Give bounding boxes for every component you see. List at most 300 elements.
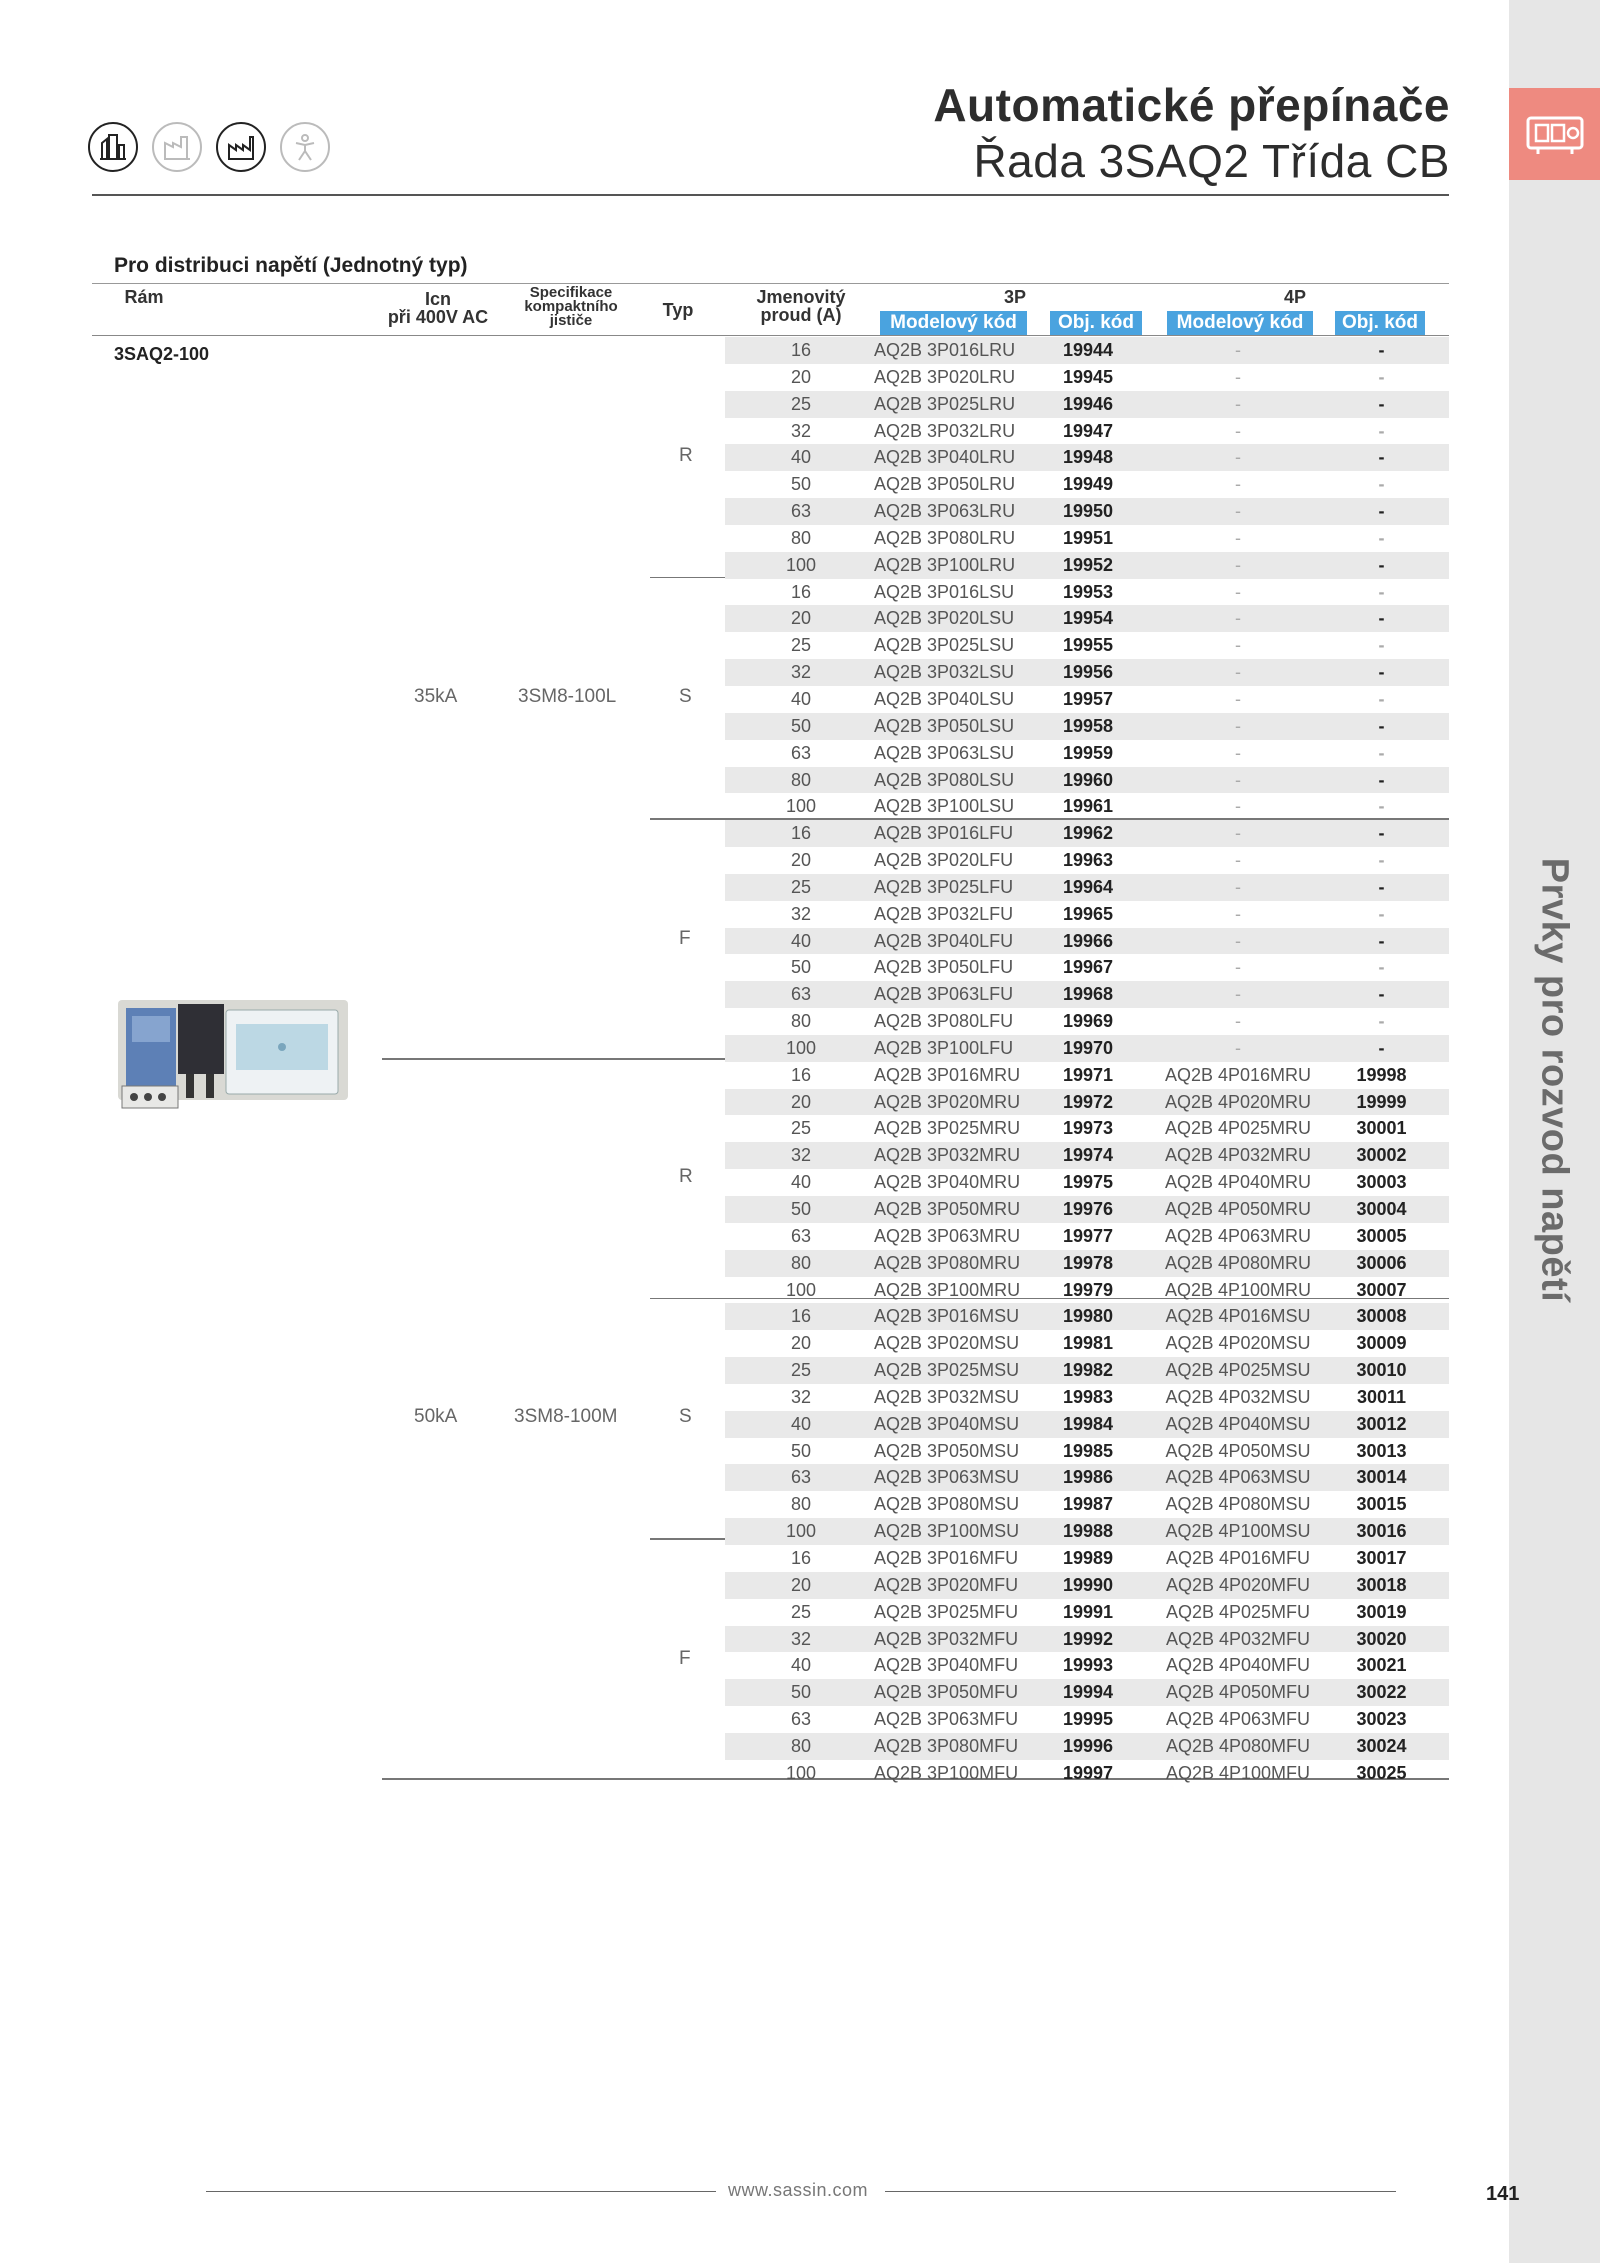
order-code-3p-cell: 19958 <box>1062 715 1114 736</box>
table-row <box>725 874 1449 901</box>
model-code-4p-cell: - <box>1235 393 1241 414</box>
model-code-3p-cell: AQ2B 3P016MFU <box>874 1547 1019 1568</box>
order-code-4p-cell: 30014 <box>1356 1467 1407 1488</box>
order-code-4p-cell: - <box>1378 420 1385 441</box>
order-code-3p-cell: 19984 <box>1062 1413 1114 1434</box>
table-row <box>725 1760 1449 1787</box>
table-row <box>725 1679 1449 1706</box>
rated-current-cell: 40 <box>790 1172 812 1193</box>
order-code-3p-cell: 19986 <box>1062 1467 1114 1488</box>
table-row <box>725 981 1449 1008</box>
col-header-4p: 4P <box>1283 287 1307 307</box>
model-code-4p-cell: AQ2B 4P063MSU <box>1165 1467 1311 1488</box>
order-code-3p-cell: 19945 <box>1062 366 1114 387</box>
type-label-r: R <box>679 1166 693 1187</box>
table-row <box>725 820 1449 847</box>
order-code-4p-cell: 30007 <box>1356 1279 1407 1300</box>
model-code-4p-cell: - <box>1235 876 1241 897</box>
table-section-title: Pro distribuci napětí (Jednotný typ) <box>114 254 468 277</box>
rated-current-cell: 50 <box>790 957 812 978</box>
order-code-4p-cell: 19999 <box>1356 1091 1407 1112</box>
model-code-3p-cell: AQ2B 3P032LRU <box>874 420 1016 441</box>
order-code-4p-cell: - <box>1378 876 1385 897</box>
order-code-4p-cell: - <box>1378 769 1385 790</box>
model-code-4p-cell: - <box>1235 340 1241 360</box>
order-code-4p-cell: 30020 <box>1356 1628 1407 1649</box>
table-row <box>725 1411 1449 1438</box>
order-code-4p-cell: 30017 <box>1356 1547 1407 1568</box>
model-code-4p-cell: AQ2B 4P080MRU <box>1164 1252 1312 1273</box>
order-code-3p-cell: 19993 <box>1062 1655 1114 1676</box>
type-label-f: F <box>679 1648 691 1669</box>
order-code-4p-cell: - <box>1378 688 1385 709</box>
rated-current-cell: 63 <box>790 1467 812 1488</box>
icn-value-35ka: 35kA <box>414 686 458 707</box>
model-code-3p-cell: AQ2B 3P063LRU <box>874 501 1016 522</box>
order-code-4p-cell: 30012 <box>1356 1413 1407 1434</box>
model-code-4p-cell: AQ2B 4P020MSU <box>1165 1333 1311 1354</box>
model-code-4p-cell: - <box>1235 984 1241 1005</box>
model-code-3p-cell: AQ2B 3P032MSU <box>874 1386 1020 1407</box>
model-code-3p-cell: AQ2B 3P100MSU <box>874 1521 1020 1542</box>
table-row <box>725 1115 1449 1142</box>
col-header-frame: Rám <box>124 287 164 307</box>
order-code-3p-cell: 19979 <box>1062 1279 1114 1300</box>
model-code-4p-cell: - <box>1235 850 1241 871</box>
table-row <box>725 632 1449 659</box>
col-header-icn-line2: při 400V AC <box>387 307 489 327</box>
rated-current-cell: 25 <box>790 1118 812 1139</box>
col-header-spec-line3: jističe <box>549 312 593 329</box>
table-row <box>725 1062 1449 1089</box>
order-code-3p-cell: 19980 <box>1062 1306 1114 1327</box>
side-category-label: Prvky pro rozvod napětí <box>1533 857 1576 1303</box>
table-row <box>725 364 1449 391</box>
model-code-4p-cell: AQ2B 4P050MRU <box>1164 1199 1312 1219</box>
rated-current-cell: 40 <box>790 930 812 951</box>
order-code-4p-cell: - <box>1378 635 1385 656</box>
table-row <box>725 418 1449 445</box>
rated-current-cell: 32 <box>790 662 812 683</box>
model-code-4p-cell: - <box>1235 903 1241 924</box>
rated-current-cell: 32 <box>790 903 812 924</box>
col-header-current-line2: proud (A) <box>760 305 842 325</box>
rated-current-cell: 40 <box>790 688 812 709</box>
model-code-4p-cell: AQ2B 4P032MRU <box>1164 1145 1312 1166</box>
footer-url[interactable]: www.sassin.com <box>728 2180 869 2200</box>
table-row <box>725 686 1449 713</box>
model-code-3p-cell: AQ2B 3P063LSU <box>874 742 1015 763</box>
order-code-3p-cell: 19997 <box>1062 1762 1114 1783</box>
col-header-model-3p: Modelový kód <box>880 311 1027 335</box>
order-code-4p-cell: 30019 <box>1356 1601 1407 1622</box>
model-code-3p-cell: AQ2B 3P020MRU <box>874 1091 1021 1112</box>
rated-current-cell: 20 <box>790 1574 812 1595</box>
rated-current-cell: 63 <box>790 1709 812 1730</box>
order-code-4p-cell: - <box>1378 501 1385 522</box>
table-body <box>725 337 1449 1787</box>
table-row <box>725 444 1449 471</box>
order-code-4p-cell: - <box>1378 340 1385 360</box>
model-code-3p-cell: AQ2B 3P080MRU <box>874 1252 1021 1273</box>
rated-current-cell: 100 <box>785 1762 817 1783</box>
order-code-4p-cell: - <box>1378 984 1385 1005</box>
model-code-3p-cell: AQ2B 3P100LRU <box>874 554 1016 575</box>
rated-current-cell: 40 <box>790 447 812 468</box>
type-label-s: S <box>679 1406 692 1427</box>
model-code-4p-cell: AQ2B 4P032MFU <box>1165 1628 1311 1649</box>
footer-line-left <box>206 2191 716 2192</box>
model-code-3p-cell: AQ2B 3P020MFU <box>874 1574 1019 1595</box>
rated-current-cell: 16 <box>790 823 812 844</box>
type-label-f: F <box>679 928 691 949</box>
model-code-3p-cell: AQ2B 3P032LSU <box>874 662 1015 683</box>
model-code-3p-cell: AQ2B 3P016MRU <box>874 1064 1021 1085</box>
order-code-3p-cell: 19988 <box>1062 1521 1114 1542</box>
order-code-4p-cell: - <box>1378 1011 1385 1032</box>
col-header-spec-line2: kompaktního <box>524 298 618 315</box>
order-code-3p-cell: 19977 <box>1062 1225 1114 1246</box>
table-header-divider <box>92 335 1449 336</box>
model-code-3p-cell: AQ2B 3P025MRU <box>874 1118 1021 1139</box>
model-code-4p-cell: - <box>1235 930 1241 951</box>
model-code-4p-cell: - <box>1235 366 1241 387</box>
order-code-3p-cell: 19948 <box>1062 447 1114 468</box>
table-row <box>725 1545 1449 1572</box>
table-row <box>725 1572 1449 1599</box>
rated-current-cell: 100 <box>785 554 817 575</box>
order-code-3p-cell: 19995 <box>1062 1709 1114 1730</box>
order-code-3p-cell: 19985 <box>1062 1440 1114 1461</box>
model-code-4p-cell: - <box>1235 688 1241 709</box>
rated-current-cell: 80 <box>790 769 812 790</box>
model-code-4p-cell: - <box>1235 635 1241 656</box>
model-code-4p-cell: AQ2B 4P025MSU <box>1165 1360 1311 1381</box>
rated-current-cell: 63 <box>790 742 812 763</box>
order-code-4p-cell: 30024 <box>1356 1735 1407 1756</box>
model-code-4p-cell: AQ2B 4P016MRU <box>1164 1064 1312 1085</box>
order-code-4p-cell: - <box>1378 823 1385 844</box>
table-row <box>725 1169 1449 1196</box>
model-code-3p-cell: AQ2B 3P025MSU <box>874 1360 1020 1381</box>
order-code-3p-cell: 19968 <box>1062 984 1114 1005</box>
model-code-4p-cell: - <box>1235 554 1241 575</box>
rated-current-cell: 16 <box>790 581 812 602</box>
order-code-3p-cell: 19992 <box>1062 1628 1114 1649</box>
table-row <box>725 391 1449 418</box>
order-code-3p-cell: 19981 <box>1062 1333 1114 1354</box>
order-code-3p-cell: 19957 <box>1062 688 1114 709</box>
table-row <box>725 579 1449 606</box>
model-code-4p-cell: AQ2B 4P025MFU <box>1165 1601 1311 1622</box>
table-row <box>725 1652 1449 1679</box>
model-code-3p-cell: AQ2B 3P100MFU <box>874 1762 1019 1783</box>
model-code-4p-cell: AQ2B 4P016MFU <box>1165 1547 1311 1568</box>
rated-current-cell: 20 <box>790 366 812 387</box>
model-code-4p-cell: - <box>1235 769 1241 790</box>
model-code-3p-cell: AQ2B 3P020LSU <box>874 608 1015 629</box>
order-code-4p-cell: - <box>1378 930 1385 951</box>
order-code-4p-cell: - <box>1378 608 1385 629</box>
spec-value-3sm8-100m: 3SM8-100M <box>514 1406 618 1427</box>
table-row <box>725 1008 1449 1035</box>
order-code-3p-cell: 19990 <box>1062 1574 1114 1595</box>
rated-current-cell: 100 <box>785 1279 817 1300</box>
model-code-3p-cell: AQ2B 3P025LFU <box>874 876 1014 897</box>
order-code-4p-cell: - <box>1378 527 1385 548</box>
order-code-3p-cell: 19965 <box>1062 903 1114 924</box>
model-code-3p-cell: AQ2B 3P080MFU <box>874 1735 1019 1756</box>
page-subtitle: Řada 3SAQ2 Třída CB <box>973 135 1450 187</box>
table-row <box>725 928 1449 955</box>
model-code-4p-cell: AQ2B 4P063MFU <box>1165 1709 1311 1730</box>
model-code-3p-cell: AQ2B 3P016MSU <box>874 1306 1020 1327</box>
order-code-3p-cell: 19956 <box>1062 662 1114 683</box>
model-code-4p-cell: AQ2B 4P040MSU <box>1165 1413 1311 1434</box>
order-code-4p-cell: 30008 <box>1356 1306 1407 1327</box>
table-row <box>725 1438 1449 1465</box>
order-code-3p-cell: 19982 <box>1062 1360 1114 1381</box>
model-code-4p-cell: AQ2B 4P100MRU <box>1164 1279 1312 1300</box>
order-code-4p-cell: 30015 <box>1356 1494 1407 1515</box>
rated-current-cell: 25 <box>790 635 812 656</box>
order-code-3p-cell: 19964 <box>1062 876 1114 897</box>
model-code-4p-cell: AQ2B 4P100MFU <box>1165 1762 1311 1783</box>
model-code-4p-cell: - <box>1235 796 1241 817</box>
model-code-3p-cell: AQ2B 3P016LSU <box>874 581 1015 602</box>
order-code-3p-cell: 19987 <box>1062 1494 1114 1515</box>
order-code-4p-cell: 30022 <box>1356 1682 1407 1703</box>
table-row <box>725 793 1449 820</box>
model-code-4p-cell: AQ2B 4P100MSU <box>1165 1521 1311 1542</box>
order-code-3p-cell: 19949 <box>1062 474 1114 495</box>
order-code-4p-cell: 30006 <box>1356 1252 1407 1273</box>
order-code-4p-cell: - <box>1378 1037 1385 1058</box>
table-row <box>725 1303 1449 1330</box>
model-code-3p-cell: AQ2B 3P063MSU <box>874 1467 1020 1488</box>
model-code-3p-cell: AQ2B 3P025LSU <box>874 635 1015 656</box>
model-code-4p-cell: - <box>1235 742 1241 763</box>
rated-current-cell: 50 <box>790 1440 812 1461</box>
order-code-4p-cell: - <box>1378 554 1385 575</box>
order-code-4p-cell: 30010 <box>1356 1360 1407 1381</box>
table-row <box>725 1330 1449 1357</box>
table-row <box>725 767 1449 794</box>
table-row <box>725 740 1449 767</box>
order-code-3p-cell: 19978 <box>1062 1252 1114 1273</box>
col-header-order-3p: Obj. kód <box>1050 311 1142 335</box>
order-code-3p-cell: 19976 <box>1062 1199 1114 1219</box>
table-row <box>725 1706 1449 1733</box>
application-icons <box>88 122 330 172</box>
rated-current-cell: 80 <box>790 1735 812 1756</box>
col-header-current-line1: Jmenovitý <box>756 287 846 307</box>
col-header-icn-line1: Icn <box>424 289 451 309</box>
rated-current-cell: 50 <box>790 474 812 495</box>
table-row <box>725 605 1449 632</box>
order-code-3p-cell: 19971 <box>1062 1064 1114 1085</box>
order-code-3p-cell: 19947 <box>1062 420 1114 441</box>
order-code-3p-cell: 19970 <box>1062 1037 1114 1058</box>
table-row <box>725 847 1449 874</box>
order-code-3p-cell: 19959 <box>1062 742 1114 763</box>
model-code-3p-cell: AQ2B 3P050LFU <box>874 957 1014 978</box>
rated-current-cell: 25 <box>790 876 812 897</box>
table-top-divider <box>92 283 1449 284</box>
col-header-order-4p: Obj. kód <box>1335 311 1425 335</box>
order-code-3p-cell: 19962 <box>1062 823 1114 844</box>
building-icon <box>88 122 138 172</box>
order-code-4p-cell: - <box>1378 474 1385 495</box>
order-code-3p-cell: 19989 <box>1062 1547 1114 1568</box>
order-code-3p-cell: 19996 <box>1062 1735 1114 1756</box>
order-code-4p-cell: 30025 <box>1356 1762 1407 1783</box>
rated-current-cell: 50 <box>790 1682 812 1703</box>
order-code-4p-cell: 30021 <box>1356 1655 1407 1676</box>
table-row <box>725 1384 1449 1411</box>
rated-current-cell: 63 <box>790 501 812 522</box>
rated-current-cell: 100 <box>785 1037 817 1058</box>
rated-current-cell: 25 <box>790 393 812 414</box>
model-code-3p-cell: AQ2B 3P063MFU <box>874 1709 1019 1730</box>
table-row <box>725 525 1449 552</box>
table-row <box>725 337 1449 364</box>
order-code-4p-cell: 30005 <box>1356 1225 1407 1246</box>
rated-current-cell: 32 <box>790 1386 812 1407</box>
model-code-4p-cell: - <box>1235 581 1241 602</box>
model-code-3p-cell: AQ2B 3P016LFU <box>874 823 1014 844</box>
model-code-4p-cell: - <box>1235 501 1241 522</box>
order-code-4p-cell: - <box>1378 850 1385 871</box>
model-code-4p-cell: - <box>1235 447 1241 468</box>
product-image <box>118 990 348 1114</box>
table-row <box>725 1223 1449 1250</box>
factory-icon <box>152 122 202 172</box>
order-code-4p-cell: 30013 <box>1356 1440 1407 1461</box>
rated-current-cell: 16 <box>790 1064 812 1085</box>
model-code-4p-cell: - <box>1235 957 1241 978</box>
table-row <box>725 471 1449 498</box>
rated-current-cell: 40 <box>790 1413 812 1434</box>
model-code-3p-cell: AQ2B 3P080MSU <box>874 1494 1020 1515</box>
table-row <box>725 1626 1449 1653</box>
table-row <box>725 901 1449 928</box>
rated-current-cell: 63 <box>790 1225 812 1246</box>
model-code-4p-cell: AQ2B 4P020MFU <box>1165 1574 1311 1595</box>
model-code-4p-cell: - <box>1235 1011 1241 1032</box>
order-code-3p-cell: 19966 <box>1062 930 1114 951</box>
order-code-4p-cell: - <box>1378 393 1385 414</box>
order-code-3p-cell: 19973 <box>1062 1118 1114 1139</box>
col-header-type: Typ <box>662 300 694 320</box>
footer-line-right <box>885 2191 1396 2192</box>
model-code-4p-cell: AQ2B 4P080MFU <box>1165 1735 1311 1756</box>
order-code-3p-cell: 19951 <box>1062 527 1114 548</box>
order-code-4p-cell: 30023 <box>1356 1709 1407 1730</box>
spec-value-3sm8-100l: 3SM8-100L <box>518 686 617 707</box>
table-row <box>725 1196 1449 1223</box>
order-code-4p-cell: 30009 <box>1356 1333 1407 1354</box>
model-code-3p-cell: AQ2B 3P063LFU <box>874 984 1014 1005</box>
order-code-3p-cell: 19963 <box>1062 850 1114 871</box>
distribution-box-icon <box>1524 110 1586 158</box>
order-code-3p-cell: 19991 <box>1062 1601 1114 1622</box>
model-code-3p-cell: AQ2B 3P032MFU <box>874 1628 1019 1649</box>
order-code-4p-cell: - <box>1378 957 1385 978</box>
model-code-3p-cell: AQ2B 3P040MFU <box>874 1655 1019 1676</box>
type-label-s: S <box>679 686 692 707</box>
order-code-4p-cell: 30011 <box>1356 1386 1407 1407</box>
table-row <box>725 1733 1449 1760</box>
model-code-4p-cell: AQ2B 4P040MRU <box>1164 1172 1312 1193</box>
model-code-3p-cell: AQ2B 3P050MFU <box>874 1682 1019 1703</box>
table-row <box>725 498 1449 525</box>
rated-current-cell: 32 <box>790 1145 812 1166</box>
model-code-3p-cell: AQ2B 3P050LSU <box>874 715 1015 736</box>
order-code-3p-cell: 19946 <box>1062 393 1114 414</box>
person-icon <box>280 122 330 172</box>
rated-current-cell: 40 <box>790 1655 812 1676</box>
order-code-4p-cell: - <box>1378 742 1385 763</box>
table-row <box>725 552 1449 579</box>
model-code-3p-cell: AQ2B 3P050MSU <box>874 1440 1020 1461</box>
col-header-3p: 3P <box>1003 287 1027 307</box>
page-number: 141 <box>1486 2183 1520 2205</box>
col-header-spec-line1: Specifikace <box>529 284 613 301</box>
model-code-4p-cell: - <box>1235 608 1241 629</box>
rated-current-cell: 80 <box>790 1011 812 1032</box>
icn-value-50ka: 50kA <box>414 1406 458 1427</box>
rated-current-cell: 20 <box>790 608 812 629</box>
model-code-4p-cell: - <box>1235 420 1241 441</box>
table-row <box>725 1089 1449 1116</box>
model-code-4p-cell: AQ2B 4P020MRU <box>1164 1091 1312 1112</box>
category-badge <box>1509 88 1600 180</box>
model-code-3p-cell: AQ2B 3P040LRU <box>874 447 1016 468</box>
model-code-3p-cell: AQ2B 3P020MSU <box>874 1333 1020 1354</box>
order-code-3p-cell: 19955 <box>1062 635 1114 656</box>
rated-current-cell: 80 <box>790 1252 812 1273</box>
rated-current-cell: 20 <box>790 850 812 871</box>
model-code-3p-cell: AQ2B 3P020LFU <box>874 850 1014 871</box>
rated-current-cell: 25 <box>790 1601 812 1622</box>
order-code-4p-cell: - <box>1378 715 1385 736</box>
order-code-3p-cell: 19952 <box>1062 554 1114 575</box>
model-code-4p-cell: - <box>1235 662 1241 683</box>
order-code-3p-cell: 19960 <box>1062 769 1114 790</box>
table-row <box>725 1599 1449 1626</box>
table-row <box>725 1035 1449 1062</box>
table-row <box>725 1491 1449 1518</box>
rated-current-cell: 20 <box>790 1333 812 1354</box>
order-code-4p-cell: - <box>1378 366 1385 387</box>
model-code-3p-cell: AQ2B 3P032LFU <box>874 903 1014 924</box>
order-code-4p-cell: 30018 <box>1356 1574 1407 1595</box>
model-code-4p-cell: AQ2B 4P040MFU <box>1165 1655 1311 1676</box>
table-row <box>725 1518 1449 1545</box>
order-code-3p-cell: 19972 <box>1062 1091 1114 1112</box>
rated-current-cell: 80 <box>790 527 812 548</box>
rated-current-cell: 100 <box>785 796 817 817</box>
model-code-3p-cell: AQ2B 3P025MFU <box>874 1601 1019 1622</box>
model-code-3p-cell: AQ2B 3P025LRU <box>874 393 1016 414</box>
order-code-3p-cell: 19944 <box>1062 340 1114 360</box>
table-row <box>725 1464 1449 1491</box>
model-code-4p-cell: AQ2B 4P016MSU <box>1165 1306 1311 1327</box>
model-code-4p-cell: - <box>1235 823 1241 844</box>
order-code-4p-cell: 30016 <box>1356 1521 1407 1542</box>
model-code-3p-cell: AQ2B 3P040MSU <box>874 1413 1020 1434</box>
